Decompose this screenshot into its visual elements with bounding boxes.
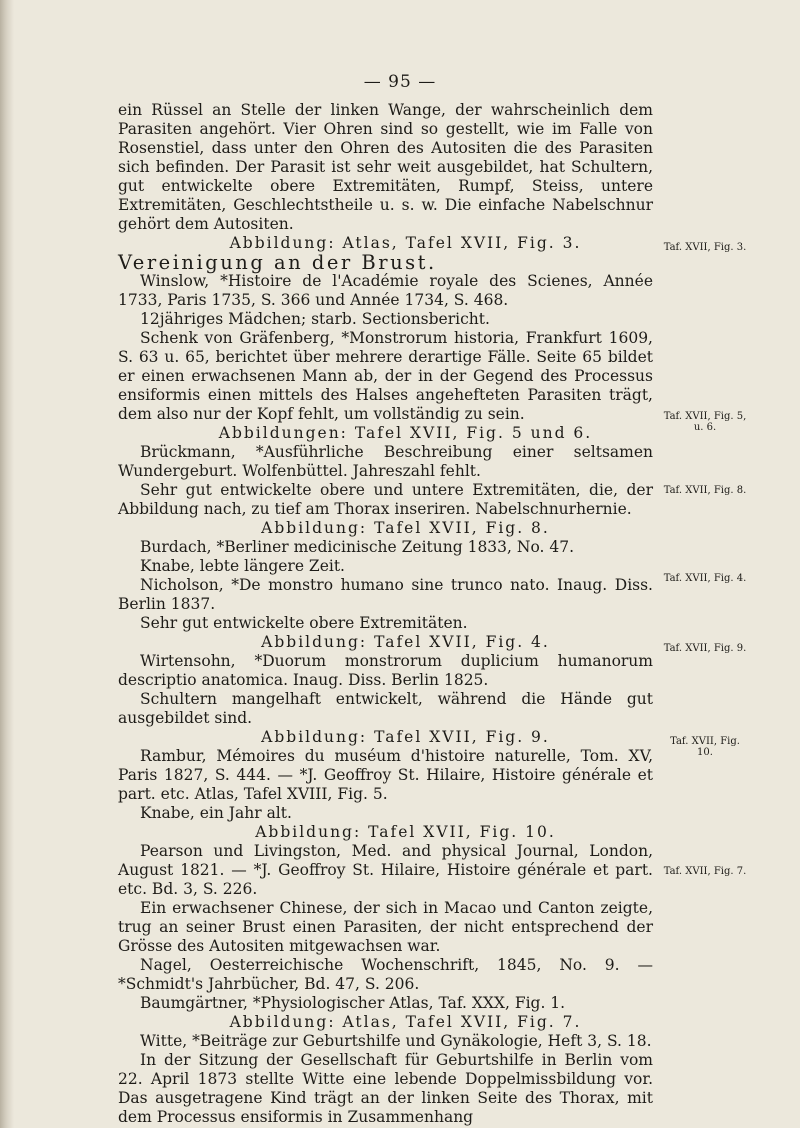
section-heading: Vereinigung an der Brust.	[118, 251, 437, 274]
figure-reference: Abbildung: Tafel XVII, Fig. 10.	[255, 823, 556, 841]
margin-note: Taf. XVII, Fig. 8.	[663, 485, 747, 496]
margin-note: Taf. XVII, Fig. 9.	[663, 643, 747, 654]
citation: Baumgärtner, *Physiologischer Atlas, Taf. XXX, Fig. 1.	[140, 994, 566, 1012]
paragraph: ein Rüssel an Stelle der linken Wange, der wahrscheinlich dem Parasiten angehört. Vier Ohren sind so gestellt, wie im Falle von Rosenstiel, dass unter den Ohren des Autositen die des Parasiten sich befinden. Der Parasit ist sehr weit ausgebildet, hat Schultern, gut entwickelte obere Extremitäten, Rumpf, Steiss, untere Extremitäten, Geschlechtstheile u. s. w. Die einfache Nabelschnur gehört dem Autositen.	[118, 101, 653, 233]
case-note: Schultern mangelhaft entwickelt, während die Hände gut ausgebildet sind.	[118, 690, 653, 727]
margin-note: Taf. XVII, Fig. 5, u. 6.	[663, 411, 747, 433]
figure-reference: Abbildung: Tafel XVII, Fig. 9.	[261, 728, 550, 746]
citation: Brückmann, *Ausführliche Beschreibung einer seltsamen Wundergeburt. Wolfenbüttel. Jahreszahl fehlt.	[118, 443, 653, 480]
figure-reference: Abbildung: Tafel XVII, Fig. 8.	[261, 519, 550, 537]
margin-note: Taf. XVII, Fig. 3.	[663, 242, 747, 253]
case-note: Sehr gut entwickelte obere und untere Extremitäten, die, der Abbildung nach, zu tief am Thorax inseriren. Nabelschnurhernie.	[118, 481, 653, 518]
figure-reference: Abbildung: Tafel XVII, Fig. 4.	[261, 633, 550, 651]
figure-reference: Abbildungen: Tafel XVII, Fig. 5 und 6.	[218, 424, 593, 442]
page-number: — 95 —	[363, 72, 437, 92]
citation: Wirtensohn, *Duorum monstrorum duplicium humanorum descriptio anatomica. Inaug. Diss. Berlin 1825.	[118, 652, 653, 689]
citation: Winslow, *Histoire de l'Académie royale des Scienes, Année 1733, Paris 1735, S. 366 und Année 1734, S. 468.	[118, 272, 653, 309]
citation: Witte, *Beiträge zur Geburtshilfe und Gynäkologie, Heft 3, S. 18.	[140, 1032, 652, 1050]
margin-note: Taf. XVII, Fig. 4.	[663, 573, 747, 584]
case-note: Knabe, lebte längere Zeit.	[140, 557, 345, 575]
book-binding-shadow	[0, 0, 14, 1128]
margin-note: Taf. XVII, Fig. 10.	[670, 736, 740, 758]
citation: Nagel, Oesterreichische Wochenschrift, 1845, No. 9. — *Schmidt's Jahrbücher, Bd. 47, S. 206.	[118, 956, 653, 993]
citation: Rambur, Mémoires du muséum d'histoire naturelle, Tom. XV, Paris 1827, S. 444. — *J. Geoffroy St. Hilaire, Histoire générale et part. etc. Atlas, Tafel XVIII, Fig. 5.	[118, 747, 653, 803]
case-note: In der Sitzung der Gesellschaft für Geburtshilfe in Berlin vom 22. April 1873 stellte Witte eine lebende Doppelmissbildung vor. Das ausgetragene Kind trägt an der linken Seite des Thorax, mit dem Processus ensiformis in Zusammenhang	[118, 1051, 653, 1126]
main-text	[118, 101, 653, 1127]
case-note: Sehr gut entwickelte obere Extremitäten.	[140, 614, 468, 632]
citation: Schenk von Gräfenberg, *Monstrorum historia, Frankfurt 1609, S. 63 u. 65, berichtet über mehrere derartige Fälle. Seite 65 bildet er einen erwachsenen Mann ab, der in der Gegend des Processus ensiformis einen mittels des Halses angehefteten Parasiten trägt, dem also nur der Kopf fehlt, um vollständig zu sein.	[118, 329, 653, 423]
margin-note: Taf. XVII, Fig. 7.	[663, 866, 747, 877]
citation: Burdach, *Berliner medicinische Zeitung 1833, No. 47.	[140, 538, 575, 556]
figure-reference: Abbildung: Atlas, Tafel XVII, Fig. 3.	[229, 234, 582, 252]
citation: Pearson und Livingston, Med. and physical Journal, London, August 1821. — *J. Geoffroy St. Hilaire, Histoire générale et part. etc. Bd. 3, S. 226.	[118, 842, 653, 898]
case-note: Ein erwachsener Chinese, der sich in Macao und Canton zeigte, trug an seiner Brust einen Parasiten, der nicht entsprechend der Grösse des Autositen mitgewachsen war.	[118, 899, 653, 955]
case-note: Knabe, ein Jahr alt.	[140, 804, 292, 822]
figure-reference: Abbildung: Atlas, Tafel XVII, Fig. 7.	[229, 1013, 582, 1031]
case-note: 12jähriges Mädchen; starb. Sectionsbericht.	[140, 310, 490, 328]
citation: Nicholson, *De monstro humano sine trunco nato. Inaug. Diss. Berlin 1837.	[118, 576, 653, 613]
